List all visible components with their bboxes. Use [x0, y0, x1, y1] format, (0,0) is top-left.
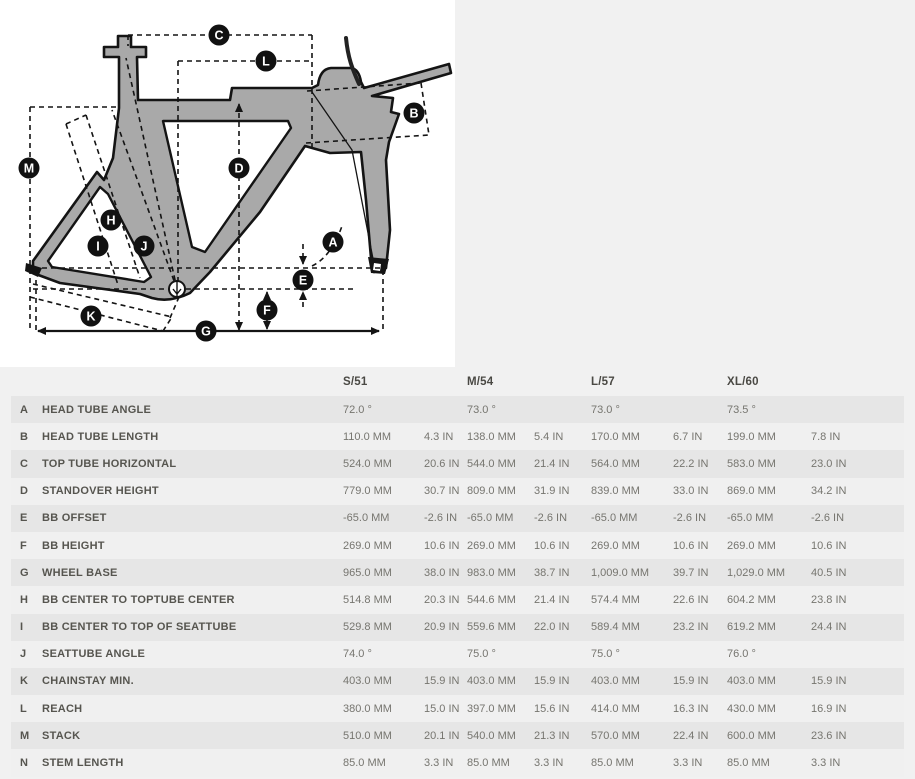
value-cell: 7.8 IN [811, 430, 841, 443]
value-cell: 564.0 MM [591, 457, 640, 470]
value-cell: 75.0 ° [591, 648, 620, 661]
value-cell: 269.0 MM [727, 539, 776, 552]
value-cell: 524.0 MM [343, 457, 392, 470]
size-column-header: S/51 [343, 375, 368, 388]
value-cell: 24.4 IN [811, 621, 847, 634]
diagram-label-A [323, 232, 344, 253]
row-name: STACK [42, 729, 81, 742]
value-cell: 72.0 ° [343, 403, 372, 416]
table-row [11, 614, 904, 641]
value-cell: 570.0 MM [591, 729, 640, 742]
table-row [11, 641, 904, 668]
value-cell: 583.0 MM [727, 457, 776, 470]
size-column-header: XL/60 [727, 375, 759, 388]
table-row [11, 505, 904, 532]
value-cell: 38.0 IN [424, 566, 460, 579]
geometry-table [11, 367, 904, 777]
value-cell: 22.4 IN [673, 729, 709, 742]
value-cell: 34.2 IN [811, 485, 847, 498]
value-cell: -65.0 MM [343, 512, 390, 525]
value-cell: 3.3 IN [811, 757, 841, 770]
svg-text:B: B [409, 106, 419, 121]
row-letter: A [20, 403, 28, 416]
svg-text:C: C [214, 28, 224, 43]
value-cell: 10.6 IN [424, 539, 460, 552]
value-cell: 85.0 MM [727, 757, 770, 770]
value-cell: 544.0 MM [467, 457, 516, 470]
row-name: WHEEL BASE [42, 566, 118, 579]
value-cell: 430.0 MM [727, 702, 776, 715]
value-cell: 15.9 IN [424, 675, 460, 688]
value-cell: 6.7 IN [673, 430, 703, 443]
geometry-diagram-panel [0, 0, 455, 367]
value-cell: -2.6 IN [673, 512, 707, 525]
row-name: SEATTUBE ANGLE [42, 648, 146, 661]
value-cell: 869.0 MM [727, 485, 776, 498]
value-cell: 85.0 MM [467, 757, 510, 770]
diagram-label-K [81, 306, 102, 327]
svg-text:L: L [262, 54, 270, 69]
value-cell: 23.6 IN [811, 729, 847, 742]
value-cell: 73.0 ° [467, 403, 496, 416]
row-letter: J [20, 648, 27, 661]
diagram-label-M [19, 158, 40, 179]
value-cell: 15.9 IN [811, 675, 847, 688]
table-row [11, 668, 904, 695]
diagram-label-F [257, 300, 278, 321]
row-name: BB CENTER TO TOP OF SEATTUBE [42, 621, 237, 634]
svg-text:I: I [96, 239, 100, 254]
value-cell: 514.8 MM [343, 593, 392, 606]
diagram-label-L [256, 51, 277, 72]
value-cell: 965.0 MM [343, 566, 392, 579]
diagram-label-I [88, 236, 109, 257]
value-cell: 15.0 IN [424, 702, 460, 715]
value-cell: 3.3 IN [424, 757, 454, 770]
value-cell: 22.0 IN [534, 621, 570, 634]
row-name: TOP TUBE HORIZONTAL [42, 457, 177, 470]
value-cell: 21.3 IN [534, 729, 570, 742]
row-letter: D [20, 485, 28, 498]
svg-text:K: K [86, 309, 96, 324]
value-cell: 15.9 IN [534, 675, 570, 688]
row-letter: E [20, 512, 28, 525]
row-letter: M [20, 729, 30, 742]
value-cell: 10.6 IN [673, 539, 709, 552]
row-letter: K [20, 675, 28, 688]
value-cell: 39.7 IN [673, 566, 709, 579]
row-letter: B [20, 430, 28, 443]
table-row [11, 450, 904, 477]
value-cell: -2.6 IN [811, 512, 845, 525]
row-letter: G [20, 566, 29, 579]
size-column-header: M/54 [467, 375, 494, 388]
diagram-label-H [101, 210, 122, 231]
table-rows [11, 396, 904, 777]
value-cell: 1,009.0 MM [591, 566, 650, 579]
diagram-label-B [404, 103, 425, 124]
diagram-label-J [134, 236, 155, 257]
row-letter: N [20, 757, 28, 770]
value-cell: 15.6 IN [534, 702, 570, 715]
value-cell: 30.7 IN [424, 485, 460, 498]
row-letter: C [20, 457, 28, 470]
value-cell: 269.0 MM [343, 539, 392, 552]
row-letter: F [20, 539, 27, 552]
value-cell: 540.0 MM [467, 729, 516, 742]
value-cell: 38.7 IN [534, 566, 570, 579]
value-cell: 600.0 MM [727, 729, 776, 742]
row-name: BB HEIGHT [42, 539, 105, 552]
value-cell: 20.9 IN [424, 621, 460, 634]
table-row [11, 532, 904, 559]
value-cell: 199.0 MM [727, 430, 776, 443]
row-name: HEAD TUBE ANGLE [42, 403, 152, 416]
value-cell: 16.9 IN [811, 702, 847, 715]
diagram-label-E [293, 270, 314, 291]
value-cell: 574.4 MM [591, 593, 640, 606]
value-cell: 403.0 MM [727, 675, 776, 688]
svg-text:A: A [328, 235, 338, 250]
value-cell: 269.0 MM [591, 539, 640, 552]
value-cell: 22.6 IN [673, 593, 709, 606]
table-row [11, 423, 904, 450]
value-cell: 380.0 MM [343, 702, 392, 715]
size-column-header: L/57 [591, 375, 615, 388]
diagram-label-G [196, 321, 217, 342]
value-cell: 403.0 MM [467, 675, 516, 688]
row-name: BB OFFSET [42, 512, 107, 525]
svg-text:D: D [234, 161, 244, 176]
value-cell: 397.0 MM [467, 702, 516, 715]
table-row [11, 478, 904, 505]
value-cell: 809.0 MM [467, 485, 516, 498]
value-cell: 23.8 IN [811, 593, 847, 606]
value-cell: -2.6 IN [424, 512, 458, 525]
value-cell: 779.0 MM [343, 485, 392, 498]
value-cell: 110.0 MM [343, 430, 392, 443]
row-name: HEAD TUBE LENGTH [42, 430, 159, 443]
value-cell: -65.0 MM [467, 512, 514, 525]
value-cell: 170.0 MM [591, 430, 640, 443]
value-cell: 559.6 MM [467, 621, 516, 634]
value-cell: 983.0 MM [467, 566, 516, 579]
value-cell: 73.5 ° [727, 403, 756, 416]
value-cell: 619.2 MM [727, 621, 776, 634]
value-cell: 839.0 MM [591, 485, 640, 498]
table-row [11, 396, 904, 423]
value-cell: -65.0 MM [591, 512, 638, 525]
diagram-label-D [229, 158, 250, 179]
value-cell: 510.0 MM [343, 729, 392, 742]
bb-center-marker [169, 281, 185, 297]
row-letter: I [20, 621, 24, 634]
value-cell: 3.3 IN [534, 757, 564, 770]
value-cell: 74.0 ° [343, 648, 372, 661]
table-row [11, 722, 904, 749]
value-cell: 544.6 MM [467, 593, 516, 606]
value-cell: 31.9 IN [534, 485, 570, 498]
value-cell: 604.2 MM [727, 593, 776, 606]
table-row [11, 559, 904, 586]
value-cell: 22.2 IN [673, 457, 709, 470]
row-name: STEM LENGTH [42, 757, 124, 770]
value-cell: 85.0 MM [343, 757, 386, 770]
row-letter: H [20, 593, 28, 606]
table-row [11, 695, 904, 722]
value-cell: 73.0 ° [591, 403, 620, 416]
value-cell: 85.0 MM [591, 757, 634, 770]
value-cell: 138.0 MM [467, 430, 516, 443]
row-name: CHAINSTAY MIN. [42, 675, 134, 688]
value-cell: 16.3 IN [673, 702, 709, 715]
value-cell: -65.0 MM [727, 512, 774, 525]
value-cell: 33.0 IN [673, 485, 709, 498]
value-cell: 23.0 IN [811, 457, 847, 470]
value-cell: 403.0 MM [343, 675, 392, 688]
row-name: BB CENTER TO TOPTUBE CENTER [42, 593, 235, 606]
value-cell: 5.4 IN [534, 430, 564, 443]
table-row [11, 749, 904, 776]
table-row [11, 586, 904, 613]
geometry-diagram-svg [0, 0, 455, 367]
row-letter: L [20, 702, 27, 715]
value-cell: 589.4 MM [591, 621, 640, 634]
svg-text:E: E [298, 273, 308, 288]
row-name: STANDOVER HEIGHT [42, 485, 159, 498]
value-cell: 414.0 MM [591, 702, 640, 715]
value-cell: 40.5 IN [811, 566, 847, 579]
row-name: REACH [42, 702, 83, 715]
value-cell: 20.6 IN [424, 457, 460, 470]
value-cell: 21.4 IN [534, 593, 570, 606]
value-cell: -2.6 IN [534, 512, 568, 525]
value-cell: 4.3 IN [424, 430, 454, 443]
svg-text:F: F [263, 303, 271, 318]
svg-text:M: M [23, 161, 35, 176]
value-cell: 10.6 IN [534, 539, 570, 552]
value-cell: 15.9 IN [673, 675, 709, 688]
diagram-label-C [209, 25, 230, 46]
value-cell: 10.6 IN [811, 539, 847, 552]
value-cell: 529.8 MM [343, 621, 392, 634]
svg-text:J: J [140, 239, 148, 254]
value-cell: 20.3 IN [424, 593, 460, 606]
value-cell: 23.2 IN [673, 621, 709, 634]
value-cell: 269.0 MM [467, 539, 516, 552]
value-cell: 3.3 IN [673, 757, 703, 770]
svg-text:H: H [106, 213, 116, 228]
value-cell: 20.1 IN [424, 729, 460, 742]
value-cell: 21.4 IN [534, 457, 570, 470]
geometry-table-header [11, 367, 904, 396]
value-cell: 1,029.0 MM [727, 566, 786, 579]
svg-text:G: G [201, 324, 211, 339]
value-cell: 403.0 MM [591, 675, 640, 688]
value-cell: 76.0 ° [727, 648, 756, 661]
value-cell: 75.0 ° [467, 648, 496, 661]
